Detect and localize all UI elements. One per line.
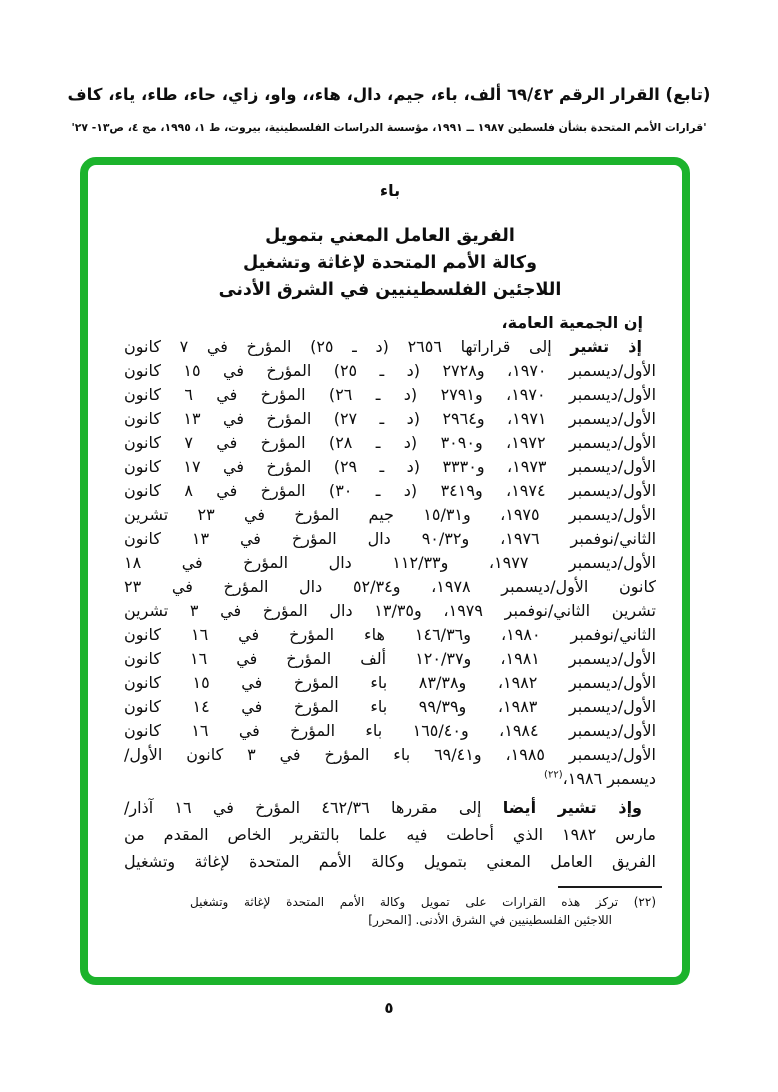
resolution-title (124, 223, 656, 304)
recital-lead: إذ تشير (570, 337, 643, 356)
section-letter: باء (379, 181, 401, 200)
footnote (124, 886, 656, 929)
body-line: الأول/ديسمبر ١٩٨٥، و٦٩/٤١ باء المؤرخ في ٣ كانون الأول/ (124, 745, 656, 764)
footnote-separator (558, 886, 662, 888)
body-line: كانون الأول/ديسمبر ١٩٧٨، و٥٢/٣٤ دال المؤرخ في ٢٣ (124, 577, 657, 596)
body-line: الثاني/نوفمبر ١٩٨٠، و١٤٦/٣٦ هاء المؤرخ في ١٦ كانون (124, 625, 657, 644)
body-line: الثاني/نوفمبر ١٩٧٦، و٩٠/٣٢ دال المؤرخ في ١٣ كانون (124, 529, 657, 548)
body-line: تشرين الثاني/نوفمبر ١٩٧٩، و١٣/٣٥ دال المؤرخ في ٣ تشرين (124, 601, 656, 620)
body-line: الأول/ديسمبر ١٩٧٥، و١٥/٣١ جيم المؤرخ في ٢٣ تشرين (124, 505, 657, 524)
body-line: الأول/ديسمبر ١٩٧٧، و١١٢/٣٣ دال المؤرخ في ١٨ (124, 553, 656, 572)
body-line: الأول/ديسمبر ١٩٨٢، و٨٣/٣٨ باء المؤرخ في ١٥ كانون (124, 673, 657, 692)
recital-recalling (124, 335, 656, 791)
recital-recalling-also (124, 794, 656, 875)
body-line: الأول/ديسمبر ١٩٧٤، و٣٤١٩ (د ـ ٣٠) المؤرخ في ٨ كانون (124, 481, 657, 500)
body-line (124, 767, 656, 791)
body-line: مارس ١٩٨٢ الذي أحاطت فيه علما بالتقرير الخاص المقدم من (124, 825, 656, 844)
source-citation: 'قرارات الأمم المتحدة بشأن فلسطين ١٩٨٧ ــ ١٩٩١، مؤسسة الدراسات الفلسطينية، بيروت، ط ١، ١٩٩٥، مج ٤، ص١٣- ٢٧' (71, 121, 707, 134)
body-line: الأول/ديسمبر ١٩٧٠، و٢٧٢٨ (د ـ ٢٥) المؤرخ في ١٥ كانون (124, 361, 657, 380)
footnote-text: (٢٢) تركز هذه القرارات على تمويل وكالة الأمم المتحدة لإغاثة وتشغيل (190, 895, 656, 909)
body-line: الأول/ديسمبر ١٩٧٣، و٣٣٣٠ (د ـ ٢٩) المؤرخ في ١٧ كانون (124, 457, 657, 476)
body-line: الأول/ديسمبر ١٩٨٣، و٩٩/٣٩ باء المؤرخ في ١٤ كانون (124, 697, 657, 716)
page-header-title: (تابع) القرار الرقم ٦٩/٤٢ ألف، باء، جيم، دال، هاء،، واو، زاي، حاء، طاء، ياء، كاف (67, 85, 711, 104)
frame-content (88, 165, 682, 929)
body-line: الأول/ديسمبر ١٩٨٤، و١٦٥/٤٠ باء المؤرخ في ١٦ كانون (124, 721, 657, 740)
body-line: الأول/ديسمبر ١٩٨١، و١٢٠/٣٧ ألف المؤرخ في ١٦ كانون (124, 649, 656, 668)
body-line-text: إلى قراراتها ٢٦٥٦ (د ـ ٢٥) المؤرخ في ٧ كانون (124, 337, 552, 356)
body-line (124, 335, 656, 359)
body-line-text: إلى مقررها ٤٦٢/٣٦ المؤرخ في ١٦ آذار/ (124, 798, 482, 817)
recital-lead: وإذ تشير أيضا (502, 798, 643, 817)
body-line: الفريق العامل المعني بتمويل وكالة الأمم المتحدة لإغاثة وتشغيل (124, 852, 656, 871)
body-line-text: ديسمبر ١٩٨٦، (562, 769, 656, 788)
resolution-frame (80, 157, 690, 985)
resolution-title-line: الفريق العامل المعني بتمويل (265, 226, 515, 246)
body-line: الأول/ديسمبر ١٩٧٢، و٣٠٩٠ (د ـ ٢٨) المؤرخ في ٧ كانون (124, 433, 657, 452)
body-line: الأول/ديسمبر ١٩٧٠، و٢٧٩١ (د ـ ٢٦) المؤرخ في ٦ كانون (124, 385, 657, 404)
page-number: ٥ (384, 999, 394, 1017)
opening-line: إن الجمعية العامة، (501, 313, 643, 332)
resolution-title-line: اللاجئين الفلسطينيين في الشرق الأدنى (218, 280, 562, 300)
footnote-reference: (٢٢) (544, 769, 563, 781)
resolution-title-line: وكالة الأمم المتحدة لإغاثة وتشغيل (243, 253, 537, 273)
footnote-text: اللاجئين الفلسطينيين في الشرق الأدنى. [المحرر] (368, 913, 612, 927)
body-line (124, 794, 656, 821)
body-line: الأول/ديسمبر ١٩٧١، و٢٩٦٤ (د ـ ٢٧) المؤرخ في ١٣ كانون (124, 409, 657, 428)
